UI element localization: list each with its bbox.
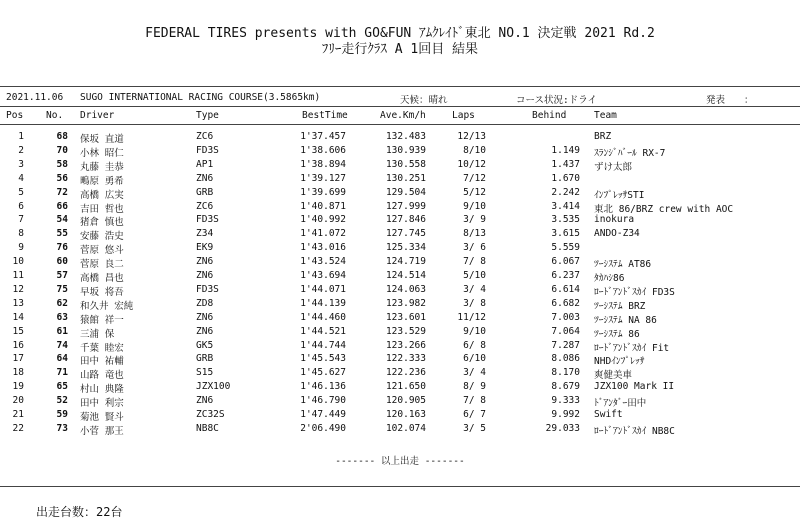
table-row <box>0 201 800 214</box>
row-average-speed: 130.558 <box>385 158 426 170</box>
table-row <box>0 367 800 380</box>
row-best-time: 1'40.871 <box>300 200 346 212</box>
entry-count: 出走台数：22台 <box>36 505 123 519</box>
footer-divider <box>0 486 800 487</box>
row-car-type: ZN6 <box>196 395 214 407</box>
row-behind: 2.242 <box>551 186 580 198</box>
row-laps: 3/ 5 <box>463 422 486 434</box>
top-divider <box>0 86 800 87</box>
row-pos: 20 <box>12 395 24 407</box>
row-car-type: ZC6 <box>196 131 214 142</box>
row-laps: 6/10 <box>463 353 486 365</box>
row-best-time: 1'43.524 <box>300 256 346 268</box>
row-team: 爽健美車 <box>594 370 633 382</box>
row-car-number: 55 <box>56 228 68 240</box>
row-team: JZX100 Mark II <box>594 381 675 393</box>
row-car-number: 52 <box>56 395 68 407</box>
table-row <box>0 228 800 241</box>
row-driver: 吉田 哲也 <box>80 203 124 215</box>
row-car-type: ZC6 <box>196 200 214 212</box>
row-behind: 6.614 <box>551 283 580 295</box>
row-car-number: 60 <box>56 256 68 268</box>
col-speed: Ave.Km/h <box>380 110 426 121</box>
row-driver: 三浦 保 <box>80 328 115 340</box>
row-car-type: Z34 <box>196 228 214 240</box>
row-car-type: ZN6 <box>196 270 214 281</box>
row-average-speed: 127.999 <box>385 200 426 212</box>
row-behind: 6.682 <box>551 297 580 309</box>
row-behind: 9.992 <box>551 409 580 420</box>
row-average-speed: 124.514 <box>385 270 426 281</box>
row-behind: 7.064 <box>551 325 580 337</box>
row-best-time: 1'38.894 <box>300 158 346 170</box>
row-average-speed: 123.982 <box>385 297 426 309</box>
row-behind: 8.086 <box>551 353 580 365</box>
row-laps: 3/ 8 <box>463 297 486 309</box>
table-row <box>0 242 800 255</box>
table-row <box>0 381 800 394</box>
row-best-time: 1'38.606 <box>300 144 346 156</box>
row-average-speed: 124.063 <box>385 283 426 295</box>
row-behind: 29.033 <box>545 422 580 434</box>
row-behind: 6.067 <box>551 256 580 268</box>
row-laps: 7/ 8 <box>463 395 486 407</box>
row-car-number: 76 <box>56 242 68 254</box>
table-row <box>0 353 800 366</box>
row-pos: 2 <box>18 144 24 156</box>
row-average-speed: 125.334 <box>385 242 426 254</box>
table-row <box>0 131 800 144</box>
row-behind: 1.437 <box>551 158 580 170</box>
row-pos: 10 <box>12 256 24 268</box>
row-laps: 8/10 <box>463 144 486 156</box>
row-car-type: ZN6 <box>196 172 214 184</box>
table-row <box>0 270 800 283</box>
row-team: ｲﾝﾌﾟﾚｯｻSTI <box>594 189 645 201</box>
row-driver: 田中 祐輔 <box>80 356 124 368</box>
row-laps: 6/ 7 <box>463 409 486 420</box>
row-pos: 4 <box>18 172 24 184</box>
row-car-type: GRB <box>196 186 214 198</box>
row-driver: 保坂 直道 <box>80 134 124 145</box>
row-car-number: 64 <box>56 353 68 365</box>
row-laps: 10/12 <box>457 158 486 170</box>
row-behind: 7.003 <box>551 311 580 323</box>
row-best-time: 1'44.744 <box>300 339 346 351</box>
row-pos: 11 <box>12 270 24 281</box>
row-best-time: 2'06.490 <box>300 422 346 434</box>
row-car-number: 58 <box>56 158 68 170</box>
weather: 天候：晴れ <box>400 95 448 106</box>
col-besttime: BestTime <box>302 110 348 121</box>
row-team: ﾂｰｼｽﾃﾑ NA 86 <box>594 314 657 326</box>
table-row <box>0 187 800 200</box>
col-behind: Behind <box>532 110 567 121</box>
row-driver: 菅原 良二 <box>80 259 124 271</box>
row-best-time: 1'39.127 <box>300 172 346 184</box>
row-car-number: 71 <box>56 367 68 379</box>
row-laps: 8/ 9 <box>463 381 486 393</box>
table-row <box>0 256 800 269</box>
row-car-number: 62 <box>56 297 68 309</box>
row-behind: 1.670 <box>551 172 580 184</box>
row-average-speed: 127.846 <box>385 214 426 226</box>
row-car-number: 72 <box>56 186 68 198</box>
row-laps: 11/12 <box>457 311 486 323</box>
row-behind: 5.559 <box>551 242 580 254</box>
announce-time: 発表 ： <box>706 95 754 106</box>
col-laps: Laps <box>452 110 475 121</box>
row-pos: 15 <box>12 325 24 337</box>
table-row <box>0 395 800 408</box>
row-team: ｽﾗﾝｼﾞﾊﾞｰﾙ RX-7 <box>594 147 666 159</box>
row-best-time: 1'40.992 <box>300 214 346 226</box>
row-average-speed: 130.251 <box>385 172 426 184</box>
row-pos: 17 <box>12 353 24 365</box>
row-pos: 3 <box>18 158 24 170</box>
row-behind: 8.679 <box>551 381 580 393</box>
row-best-time: 1'46.790 <box>300 395 346 407</box>
row-car-number: 63 <box>56 311 68 323</box>
row-behind: 3.535 <box>551 214 580 226</box>
row-car-type: FD3S <box>196 144 219 156</box>
row-laps: 3/ 4 <box>463 367 486 379</box>
row-behind: 9.333 <box>551 395 580 407</box>
row-car-number: 74 <box>56 339 68 351</box>
table-row <box>0 326 800 339</box>
row-behind: 3.615 <box>551 228 580 240</box>
row-driver: 千葉 睦宏 <box>80 342 124 354</box>
row-team: ずけ太郎 <box>594 161 633 173</box>
row-car-type: ZN6 <box>196 311 214 323</box>
row-driver: 菅原 悠斗 <box>80 245 124 257</box>
row-best-time: 1'45.543 <box>300 353 346 365</box>
row-car-type: ZN6 <box>196 325 214 337</box>
row-behind: 1.149 <box>551 144 580 156</box>
row-best-time: 1'41.072 <box>300 228 346 240</box>
row-team: ﾛｰﾄﾞｱﾝﾄﾞｽｶｲ Fit <box>594 342 670 354</box>
row-team: ﾄﾞｱﾝﾀﾞｰ田中 <box>594 398 647 410</box>
row-team: Swift <box>594 409 623 420</box>
row-pos: 19 <box>12 381 24 393</box>
header-top-divider <box>0 106 800 107</box>
row-driver: 鴫原 勇希 <box>80 175 124 187</box>
row-driver: 猪倉 慎也 <box>80 217 124 229</box>
row-car-type: FD3S <box>196 283 219 295</box>
row-pos: 16 <box>12 339 24 351</box>
row-best-time: 1'46.136 <box>300 381 346 393</box>
row-car-type: ZD8 <box>196 297 214 309</box>
col-pos: Pos <box>6 110 24 121</box>
row-laps: 9/10 <box>463 325 486 337</box>
row-car-type: JZX100 <box>196 381 231 393</box>
row-best-time: 1'43.016 <box>300 242 346 254</box>
row-car-type: EK9 <box>196 242 214 254</box>
row-laps: 5/12 <box>463 186 486 198</box>
row-car-number: 56 <box>56 172 68 184</box>
row-best-time: 1'47.449 <box>300 409 346 420</box>
row-average-speed: 123.266 <box>385 339 426 351</box>
row-car-number: 57 <box>56 270 68 281</box>
row-laps: 12/13 <box>457 131 486 142</box>
row-average-speed: 129.504 <box>385 186 426 198</box>
row-car-type: ZC32S <box>196 409 225 420</box>
row-team: ﾀｶﾊｼ86 <box>594 273 625 284</box>
row-laps: 6/ 8 <box>463 339 486 351</box>
row-average-speed: 127.745 <box>385 228 426 240</box>
row-driver: 高橋 広実 <box>80 189 124 201</box>
row-car-number: 70 <box>56 144 68 156</box>
row-driver: 小林 昭仁 <box>80 147 124 159</box>
row-behind: 3.414 <box>551 200 580 212</box>
row-pos: 5 <box>18 186 24 198</box>
table-row <box>0 423 800 436</box>
course-name: SUGO INTERNATIONAL RACING COURSE(3.5865km) <box>80 92 321 103</box>
end-marker: ------- 以上出走 ------- <box>335 456 465 467</box>
row-car-number: 54 <box>56 214 68 226</box>
table-row <box>0 173 800 186</box>
row-car-number: 73 <box>56 422 68 434</box>
event-date: 2021.11.06 <box>6 92 64 103</box>
table-row <box>0 409 800 422</box>
row-car-number: 61 <box>56 325 68 337</box>
row-driver: 早坂 将吾 <box>80 286 124 298</box>
row-average-speed: 132.483 <box>385 131 426 142</box>
row-average-speed: 130.939 <box>385 144 426 156</box>
row-laps: 7/ 8 <box>463 256 486 268</box>
row-average-speed: 122.333 <box>385 353 426 365</box>
row-laps: 8/13 <box>463 228 486 240</box>
row-pos: 1 <box>18 131 24 142</box>
row-driver: 猿館 祥一 <box>80 314 124 326</box>
row-team: BRZ <box>594 131 612 142</box>
row-laps: 3/ 9 <box>463 214 486 226</box>
row-car-type: GRB <box>196 353 214 365</box>
row-laps: 5/10 <box>463 270 486 281</box>
row-average-speed: 124.719 <box>385 256 426 268</box>
row-average-speed: 120.163 <box>385 409 426 420</box>
col-driver: Driver <box>80 110 115 121</box>
track-condition: コース状況:ドライ <box>516 95 597 106</box>
row-car-number: 65 <box>56 381 68 393</box>
row-best-time: 1'44.460 <box>300 311 346 323</box>
table-row <box>0 159 800 172</box>
row-team: inokura <box>594 214 635 226</box>
row-laps: 9/10 <box>463 200 486 212</box>
row-team: ﾂｰｼｽﾃﾑ AT86 <box>594 259 652 271</box>
row-best-time: 1'43.694 <box>300 270 346 281</box>
row-behind: 7.287 <box>551 339 580 351</box>
row-driver: 小菅 那王 <box>80 425 124 437</box>
row-car-type: GK5 <box>196 339 214 351</box>
row-pos: 18 <box>12 367 24 379</box>
row-pos: 9 <box>18 242 24 254</box>
row-best-time: 1'44.139 <box>300 297 346 309</box>
row-driver: 菊池 賢斗 <box>80 412 124 423</box>
row-car-type: FD3S <box>196 214 219 226</box>
table-row <box>0 312 800 325</box>
row-team: ﾛｰﾄﾞｱﾝﾄﾞｽｶｲ NB8C <box>594 425 675 437</box>
row-pos: 21 <box>12 409 24 420</box>
row-team: ﾂｰｼｽﾃﾑ 86 <box>594 328 640 340</box>
table-row <box>0 214 800 227</box>
row-car-number: 75 <box>56 283 68 295</box>
row-best-time: 1'45.627 <box>300 367 346 379</box>
row-pos: 7 <box>18 214 24 226</box>
row-driver: 高橋 昌也 <box>80 273 124 284</box>
row-behind: 8.170 <box>551 367 580 379</box>
row-team: 東北 86/BRZ crew with AOC <box>594 203 734 215</box>
report-subtitle: ﾌﾘｰ走行ｸﾗｽ A 1回目 結果 <box>321 42 479 57</box>
row-driver: 丸藤 圭恭 <box>80 161 124 173</box>
row-pos: 14 <box>12 311 24 323</box>
row-team: ﾛｰﾄﾞｱﾝﾄﾞｽｶｲ FD3S <box>594 286 675 298</box>
row-driver: 村山 典隆 <box>80 384 124 396</box>
row-average-speed: 123.529 <box>385 325 426 337</box>
row-team: ﾂｰｼｽﾃﾑ BRZ <box>594 300 646 312</box>
row-pos: 6 <box>18 200 24 212</box>
row-laps: 3/ 6 <box>463 242 486 254</box>
row-car-number: 68 <box>56 131 68 142</box>
header-bottom-divider <box>0 124 800 125</box>
row-average-speed: 122.236 <box>385 367 426 379</box>
col-no: No. <box>46 110 64 121</box>
row-car-type: ZN6 <box>196 256 214 268</box>
row-driver: 田中 利宗 <box>80 398 124 410</box>
row-car-number: 59 <box>56 409 68 420</box>
table-row <box>0 145 800 158</box>
col-team: Team <box>594 110 617 121</box>
row-car-type: NB8C <box>196 422 219 434</box>
row-driver: 和久井 宏純 <box>80 300 134 312</box>
row-pos: 13 <box>12 297 24 309</box>
row-car-type: AP1 <box>196 158 214 170</box>
col-type: Type <box>196 110 219 121</box>
row-laps: 3/ 4 <box>463 283 486 295</box>
row-pos: 22 <box>12 422 24 434</box>
report-title: FEDERAL TIRES presents with GO&FUN ｱﾑｸﾚｲﾄﾞ東北 NO.1 決定戦 2021 Rd.2 <box>145 26 655 41</box>
table-row <box>0 284 800 297</box>
row-pos: 8 <box>18 228 24 240</box>
table-row <box>0 340 800 353</box>
row-pos: 12 <box>12 283 24 295</box>
row-car-number: 66 <box>56 200 68 212</box>
row-car-type: S15 <box>196 367 214 379</box>
row-team: ANDO-Z34 <box>594 228 640 240</box>
row-average-speed: 121.650 <box>385 381 426 393</box>
row-average-speed: 120.905 <box>385 395 426 407</box>
row-behind: 6.237 <box>551 270 580 281</box>
table-row <box>0 298 800 311</box>
row-team: NHDｲﾝﾌﾟﾚｯｻ <box>594 356 645 368</box>
row-best-time: 1'39.699 <box>300 186 346 198</box>
row-laps: 7/12 <box>463 172 486 184</box>
row-driver: 安藤 浩史 <box>80 231 124 243</box>
row-average-speed: 102.074 <box>385 422 426 434</box>
row-best-time: 1'44.521 <box>300 325 346 337</box>
row-best-time: 1'37.457 <box>300 131 346 142</box>
row-average-speed: 123.601 <box>385 311 426 323</box>
row-best-time: 1'44.071 <box>300 283 346 295</box>
row-driver: 山路 竜也 <box>80 370 124 382</box>
